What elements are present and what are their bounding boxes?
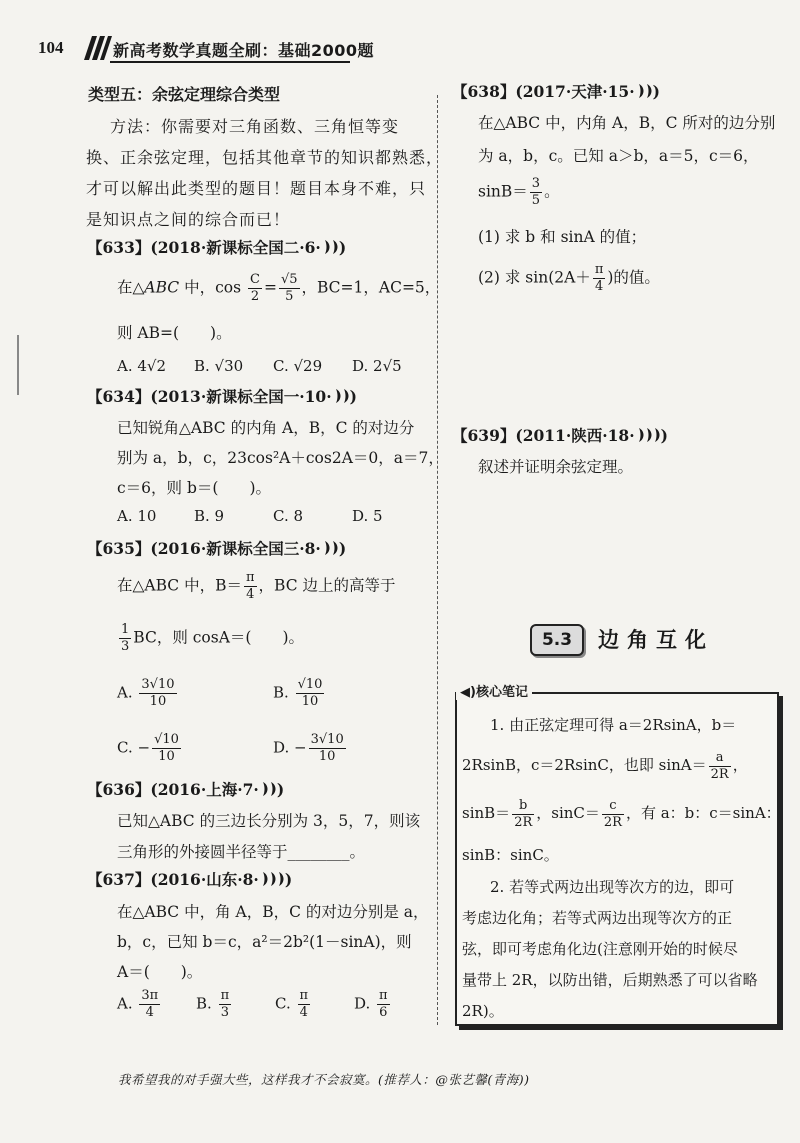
header-stripes-icon	[84, 36, 112, 60]
frac-num: 1	[121, 622, 130, 637]
moon-icon	[639, 84, 644, 98]
frac-den: 2R	[514, 814, 533, 830]
method-line-3: 才可以解出此类型的题目！题目本身不难，只	[86, 179, 427, 198]
frac-num: a	[709, 750, 731, 767]
type-five-title: 类型五：余弦定理综合类型	[88, 85, 281, 104]
difficulty-moons-icon	[259, 871, 285, 891]
option-sign: −	[137, 738, 151, 757]
note-p2-line-1: 2. 若等式两边出现等次方的边，即可	[490, 878, 735, 896]
frac-num: 3√10	[141, 677, 175, 692]
note-post: ，有 a：b：c＝sinA：	[625, 804, 781, 822]
frac-den: 4	[299, 1005, 308, 1020]
difficulty-moons-icon	[635, 83, 653, 103]
q635-option-c	[117, 732, 183, 765]
q633-header	[87, 236, 346, 259]
q635-option-d	[273, 732, 348, 765]
option-label: B.	[273, 683, 289, 702]
q633-abc: ABC	[144, 278, 180, 297]
q638-part-2	[478, 262, 660, 295]
difficulty-moons-icon	[259, 781, 277, 801]
note-post: ，	[732, 756, 748, 774]
moon-icon	[344, 389, 349, 403]
option-sign: −	[294, 738, 307, 757]
q636-line-2: 三角形的外接圆半径等于________。	[117, 843, 366, 861]
q634-head: 【634】(2013·新课标全国一·10·	[87, 387, 332, 406]
option-frac	[377, 988, 390, 1021]
difficulty-moons-icon	[321, 239, 339, 259]
footer-quote: 我希望我的对手强大些，这样我才不会寂寞。(推荐人：@张艺馨(青海))	[118, 1072, 530, 1087]
q635-option-b	[273, 677, 326, 710]
q637-option-d	[354, 988, 392, 1021]
q636-tail: )	[276, 780, 285, 799]
q633-option-b: B. √30	[194, 357, 244, 375]
q633-mid: 中，cos	[179, 278, 246, 297]
moon-icon	[271, 782, 276, 796]
note-pre: 2RsinB，c＝2RsinC，也即 sinA＝	[462, 756, 707, 774]
option-frac	[139, 677, 176, 710]
option-label: A.	[117, 683, 133, 702]
option-frac	[219, 988, 232, 1021]
q634-option-d: D. 5	[352, 507, 383, 525]
q634-option-a: A. 10	[117, 507, 157, 525]
q637-option-b	[196, 988, 233, 1021]
moon-icon	[279, 872, 284, 886]
frac-num: √10	[154, 732, 179, 747]
q633-option-a: A. 4√2	[117, 357, 167, 375]
q637-head: 【637】(2016·山东·8·	[87, 870, 259, 889]
frac-num: √10	[297, 677, 323, 692]
q633-frac-c-over-2	[248, 272, 262, 305]
q635-line-1	[117, 570, 396, 603]
q634-line-1: 已知锐角△ABC 的内角 A，B，C 的对边分	[117, 419, 415, 437]
frac-num: C	[249, 272, 260, 287]
moon-icon	[263, 872, 268, 886]
option-frac	[296, 677, 325, 710]
q635-post: ，BC 边上的高等于	[258, 576, 396, 595]
note-p1-line-1: 1. 由正弦定理可得 a＝2RsinA，b＝	[490, 716, 737, 734]
book-title: 新高考数学真题全刷：基础2000题	[113, 41, 375, 60]
option-frac	[298, 988, 311, 1021]
moon-icon	[271, 872, 276, 886]
moon-icon	[263, 782, 268, 796]
q639-line: 叙述并证明余弦定理。	[478, 458, 634, 476]
option-frac	[152, 732, 181, 765]
frac-den: 2	[250, 289, 260, 304]
q633-eq: =	[263, 278, 277, 297]
frac-num: π	[379, 988, 388, 1003]
q638-line-1: 在△ABC 中，内角 A，B，C 所对的边分别	[478, 114, 776, 132]
moon-icon	[336, 389, 341, 403]
section-badge: 5.3	[530, 624, 584, 656]
q635-pre: 在△ABC 中，B＝	[117, 576, 242, 595]
moon-icon	[647, 428, 652, 442]
q633-option-c: C. √29	[273, 357, 323, 375]
q635-post-2: BC，则 cosA＝( )。	[133, 628, 305, 647]
moon-icon	[333, 541, 338, 555]
frac-den: 3	[220, 1005, 229, 1020]
frac-num: π	[220, 988, 230, 1003]
note-p2-line-4: 量带上 2R，以防出错，后期熟悉了可以省略	[462, 971, 758, 989]
frac-den: 10	[158, 749, 175, 764]
q634-line-3: c＝6，则 b＝( )。	[117, 479, 271, 497]
moon-icon	[333, 240, 338, 254]
frac-den: 10	[301, 694, 319, 709]
speaker-icon: ◀)	[460, 685, 476, 700]
frac-den: 5	[285, 289, 294, 304]
q633-line-1	[117, 272, 440, 305]
frac-den: 2R	[710, 766, 729, 782]
q633-post: ，BC=1，AC=5，	[301, 278, 441, 297]
option-label: D.	[273, 738, 290, 757]
q635-frac-pi-over-4	[244, 570, 257, 603]
page-number: 104	[38, 38, 64, 57]
method-line-1: 方法：你需要对三角函数、三角恒等变	[110, 117, 400, 136]
q635-option-a	[117, 677, 179, 710]
q635-tail: )	[338, 539, 347, 558]
core-notes-label	[456, 681, 532, 700]
note-frac-c-over-2r	[602, 798, 624, 831]
core-notes-label-text: 核心笔记	[475, 685, 528, 700]
q634-option-c: C. 8	[273, 507, 304, 525]
moon-icon	[655, 428, 660, 442]
q636-head: 【636】(2016·上海·7·	[87, 780, 259, 799]
frac-num: π	[245, 570, 255, 585]
q638-line-2: 为 a，b，c。已知 a＞b，a＝5，c＝6，	[478, 147, 759, 165]
q635-header	[87, 537, 346, 560]
difficulty-moons-icon	[635, 427, 661, 447]
q637-header	[87, 868, 292, 891]
q635-line-2	[117, 622, 304, 655]
frac-num: 3√10	[310, 732, 344, 747]
q634-line-2: 别为 a，b，c，23cos²A＋cos2A＝0，a＝7，	[117, 449, 444, 467]
frac-den: 4	[246, 587, 255, 602]
note-p1-line-4: sinB：sinC。	[462, 846, 559, 864]
option-frac	[309, 732, 346, 765]
q633-line-2: 则 AB=( )。	[117, 324, 232, 342]
binding-mark	[17, 335, 19, 395]
q637-option-c	[275, 988, 312, 1021]
frac-num: √5	[280, 272, 298, 287]
q638-head: 【638】(2017·天津·15·	[452, 82, 635, 101]
frac-den: 10	[149, 694, 167, 709]
q638-frac-pi-over-4	[593, 262, 606, 295]
note-p1-line-2	[462, 748, 748, 783]
q634-option-b: B. 9	[194, 507, 225, 525]
q639-tail: )	[660, 426, 668, 445]
frac-den: 5	[531, 193, 541, 208]
q638-part2-post: )的值。	[607, 268, 660, 287]
q633-head: 【633】(2018·新课标全国二·6·	[87, 238, 321, 257]
moon-icon	[325, 541, 330, 555]
frac-den: 2R	[603, 814, 622, 830]
q638-part-1: (1) 求 b 和 sinA 的值；	[478, 228, 647, 246]
frac-num: π	[299, 988, 309, 1003]
option-label: D.	[354, 994, 371, 1013]
note-mid: ，sinC＝	[536, 804, 600, 822]
option-label: A.	[117, 994, 133, 1013]
q635-frac-1-over-3	[119, 622, 131, 655]
q637-tail: )	[284, 870, 293, 889]
q633-frac-sqrt5-over-5	[279, 272, 300, 305]
frac-den: 10	[318, 749, 336, 764]
option-label: C.	[117, 738, 133, 757]
q633-pre: 在△	[117, 278, 145, 297]
difficulty-moons-icon	[332, 388, 350, 408]
section-name: 边角互化	[598, 628, 714, 652]
moon-icon	[647, 84, 652, 98]
q637-line-2: b，c，已知 b＝c，a²＝2b²(1－sinA)，则	[117, 933, 412, 951]
q639-head: 【639】(2011·陕西·18·	[452, 426, 635, 445]
note-p1-line-3	[462, 796, 781, 831]
q635-head: 【635】(2016·新课标全国三·8·	[87, 539, 321, 558]
q634-tail: )	[349, 387, 357, 406]
frac-den: 6	[379, 1005, 388, 1020]
q638-pre: sinB＝	[478, 182, 528, 201]
q636-header	[87, 778, 284, 801]
frac-den: 3	[121, 639, 130, 654]
note-pre: sinB＝	[462, 804, 511, 822]
note-frac-a-over-2r	[709, 750, 731, 783]
moon-icon	[325, 240, 330, 254]
q637-line-1: 在△ABC 中，角 A，B，C 的对边分别是 a，	[117, 903, 429, 921]
difficulty-moons-icon	[321, 540, 339, 560]
note-frac-b-over-2r	[512, 798, 534, 831]
q638-line-3	[478, 176, 560, 209]
frac-num: c	[602, 798, 624, 815]
q637-line-3: A＝( )。	[117, 963, 203, 981]
method-line-4: 是知识点之间的综合而已！	[86, 210, 291, 229]
frac-num: b	[512, 798, 534, 815]
method-line-2: 换、正余弦定理，包括其他章节的知识都熟悉，	[86, 148, 444, 167]
option-label: B.	[196, 994, 212, 1013]
q638-frac-3-over-5	[530, 176, 542, 209]
note-p2-line-3: 弦，即可考虑角化边(注意刚开始的时候尽	[462, 940, 738, 958]
q638-part2-pre: (2) 求 sin(2A＋	[478, 268, 591, 287]
column-divider	[437, 95, 438, 1025]
note-p2-line-2: 考虑边化角；若等式两边出现等次方的正	[462, 909, 733, 927]
q633-tail: )	[338, 238, 347, 257]
frac-num: 3	[531, 176, 541, 191]
q638-tail: )	[652, 82, 660, 101]
option-frac	[139, 988, 160, 1021]
q634-header	[87, 385, 357, 408]
q638-header	[452, 80, 660, 103]
q638-post: 。	[544, 182, 560, 201]
moon-icon	[639, 428, 644, 442]
frac-den: 4	[145, 1005, 154, 1020]
q636-line-1: 已知△ABC 的三边长分别为 3，5，7，则该	[117, 812, 421, 830]
note-p2-line-5: 2R)。	[462, 1002, 504, 1020]
frac-num: π	[594, 262, 604, 277]
frac-den: 4	[594, 279, 604, 294]
option-label: C.	[275, 994, 291, 1013]
q639-header	[452, 424, 668, 447]
frac-num: 3π	[141, 988, 159, 1003]
q633-option-d: D. 2√5	[352, 357, 402, 375]
q637-option-a	[117, 988, 162, 1021]
header-underline	[110, 61, 350, 63]
